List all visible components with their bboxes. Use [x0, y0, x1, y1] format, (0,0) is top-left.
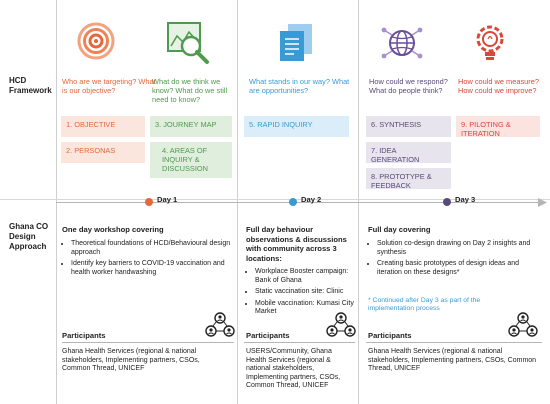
- day1-bullets: [62, 240, 232, 280]
- day1-participants: Ghana Health Services (regional & national stakeholders, Implementing partners, CSOs, Common Thread, UNICEF: [62, 348, 200, 373]
- documents-icon: [276, 22, 316, 64]
- participants-group-icon: [326, 311, 356, 339]
- approach-row-label: Ghana CO Design Approach: [9, 222, 49, 251]
- step-piloting-iteration: 9. PILOTING & ITERATION: [456, 116, 540, 137]
- step-synthesis: 6. SYNTHESIS: [366, 116, 451, 137]
- day2-label: Day 2: [301, 195, 322, 204]
- day3-title: Full day covering: [368, 225, 431, 234]
- step-prototype-feedback: 8. PROTOTYPE & FEEDBACK: [366, 168, 451, 189]
- day1-marker: [145, 198, 153, 206]
- day2-participants: USERS/Community, Ghana Health Services (regional & national stakeholders, Implementing partners, CSOs, Common Thread, UNICEF: [246, 348, 341, 390]
- idea-gear-icon: [469, 22, 511, 64]
- list-item: • Theoretical foundations of HCD/Behavioural design approach: [71, 240, 232, 257]
- participants-divider-day2: [244, 342, 355, 343]
- step-objective: 1. OBJECTIVE: [61, 116, 145, 137]
- participants-group-icon: [508, 311, 538, 339]
- globe-network-icon: [381, 22, 423, 64]
- list-item: • Identify key barriers to COVID-19 vaccination and health worker handwashing: [71, 260, 232, 277]
- step-idea-generation: 7. IDEA GENERATION: [366, 142, 451, 163]
- list-item: • Workplace Booster campaign: Bank of Ghana: [255, 268, 354, 285]
- question-col1: Who are we targeting? What is our objective?: [62, 77, 156, 95]
- step-areas-of-inquiry: 4. AREAS OF INQUIRY & DISCUSSION: [150, 142, 232, 178]
- list-item: • Solution co-design drawing on Day 2 insights and synthesis: [377, 240, 543, 257]
- day1-participants-label: Participants: [62, 331, 106, 340]
- day1-label: Day 1: [157, 195, 178, 204]
- day1-title: One day workshop covering: [62, 225, 164, 234]
- question-col3: What stands in our way? What are opportunities?: [249, 77, 350, 95]
- day2-title: Full day behaviour observations & discussions with community across 3 locations:: [246, 225, 347, 263]
- participants-divider-day1: [62, 342, 234, 343]
- question-col2: What do we think we know? What do we still need to know?: [152, 77, 228, 104]
- list-item: • Mobile vaccination: Kumasi City Market: [255, 300, 354, 317]
- step-rapid-inquiry: 5. RAPID INQUIRY: [244, 116, 349, 137]
- framework-row-label: HCD Framework: [9, 76, 52, 95]
- target-icon: [77, 22, 115, 60]
- day3-marker: [443, 198, 451, 206]
- participants-divider-day3: [366, 342, 542, 343]
- question-col5: How could we measure? How could we improve?: [458, 77, 539, 95]
- magnifier-map-icon: [165, 20, 211, 66]
- list-item: • Static vaccination site: Clinic: [255, 288, 354, 297]
- day3-label: Day 3: [455, 195, 476, 204]
- day3-participants-label: Participants: [368, 331, 412, 340]
- participants-group-icon: [205, 311, 235, 339]
- list-item: • Creating basic prototypes of design ideas and iteration on these designs*: [377, 260, 543, 277]
- step-personas: 2. PERSONAS: [61, 142, 145, 163]
- day3-footnote: * Continued after Day 3 as part of the implementation process: [368, 297, 481, 313]
- question-col4: How could we respond? What do people think?: [369, 77, 448, 95]
- day3-participants: Ghana Health Services (regional & national stakeholders, Implementing partners, CSOs, Common Thread, UNICEF: [368, 348, 537, 373]
- day2-participants-label: Participants: [246, 331, 290, 340]
- day3-bullets: [368, 240, 543, 280]
- day2-marker: [289, 198, 297, 206]
- timeline-arrowhead-icon: [538, 198, 547, 207]
- step-journey-map: 3. JOURNEY MAP: [150, 116, 232, 137]
